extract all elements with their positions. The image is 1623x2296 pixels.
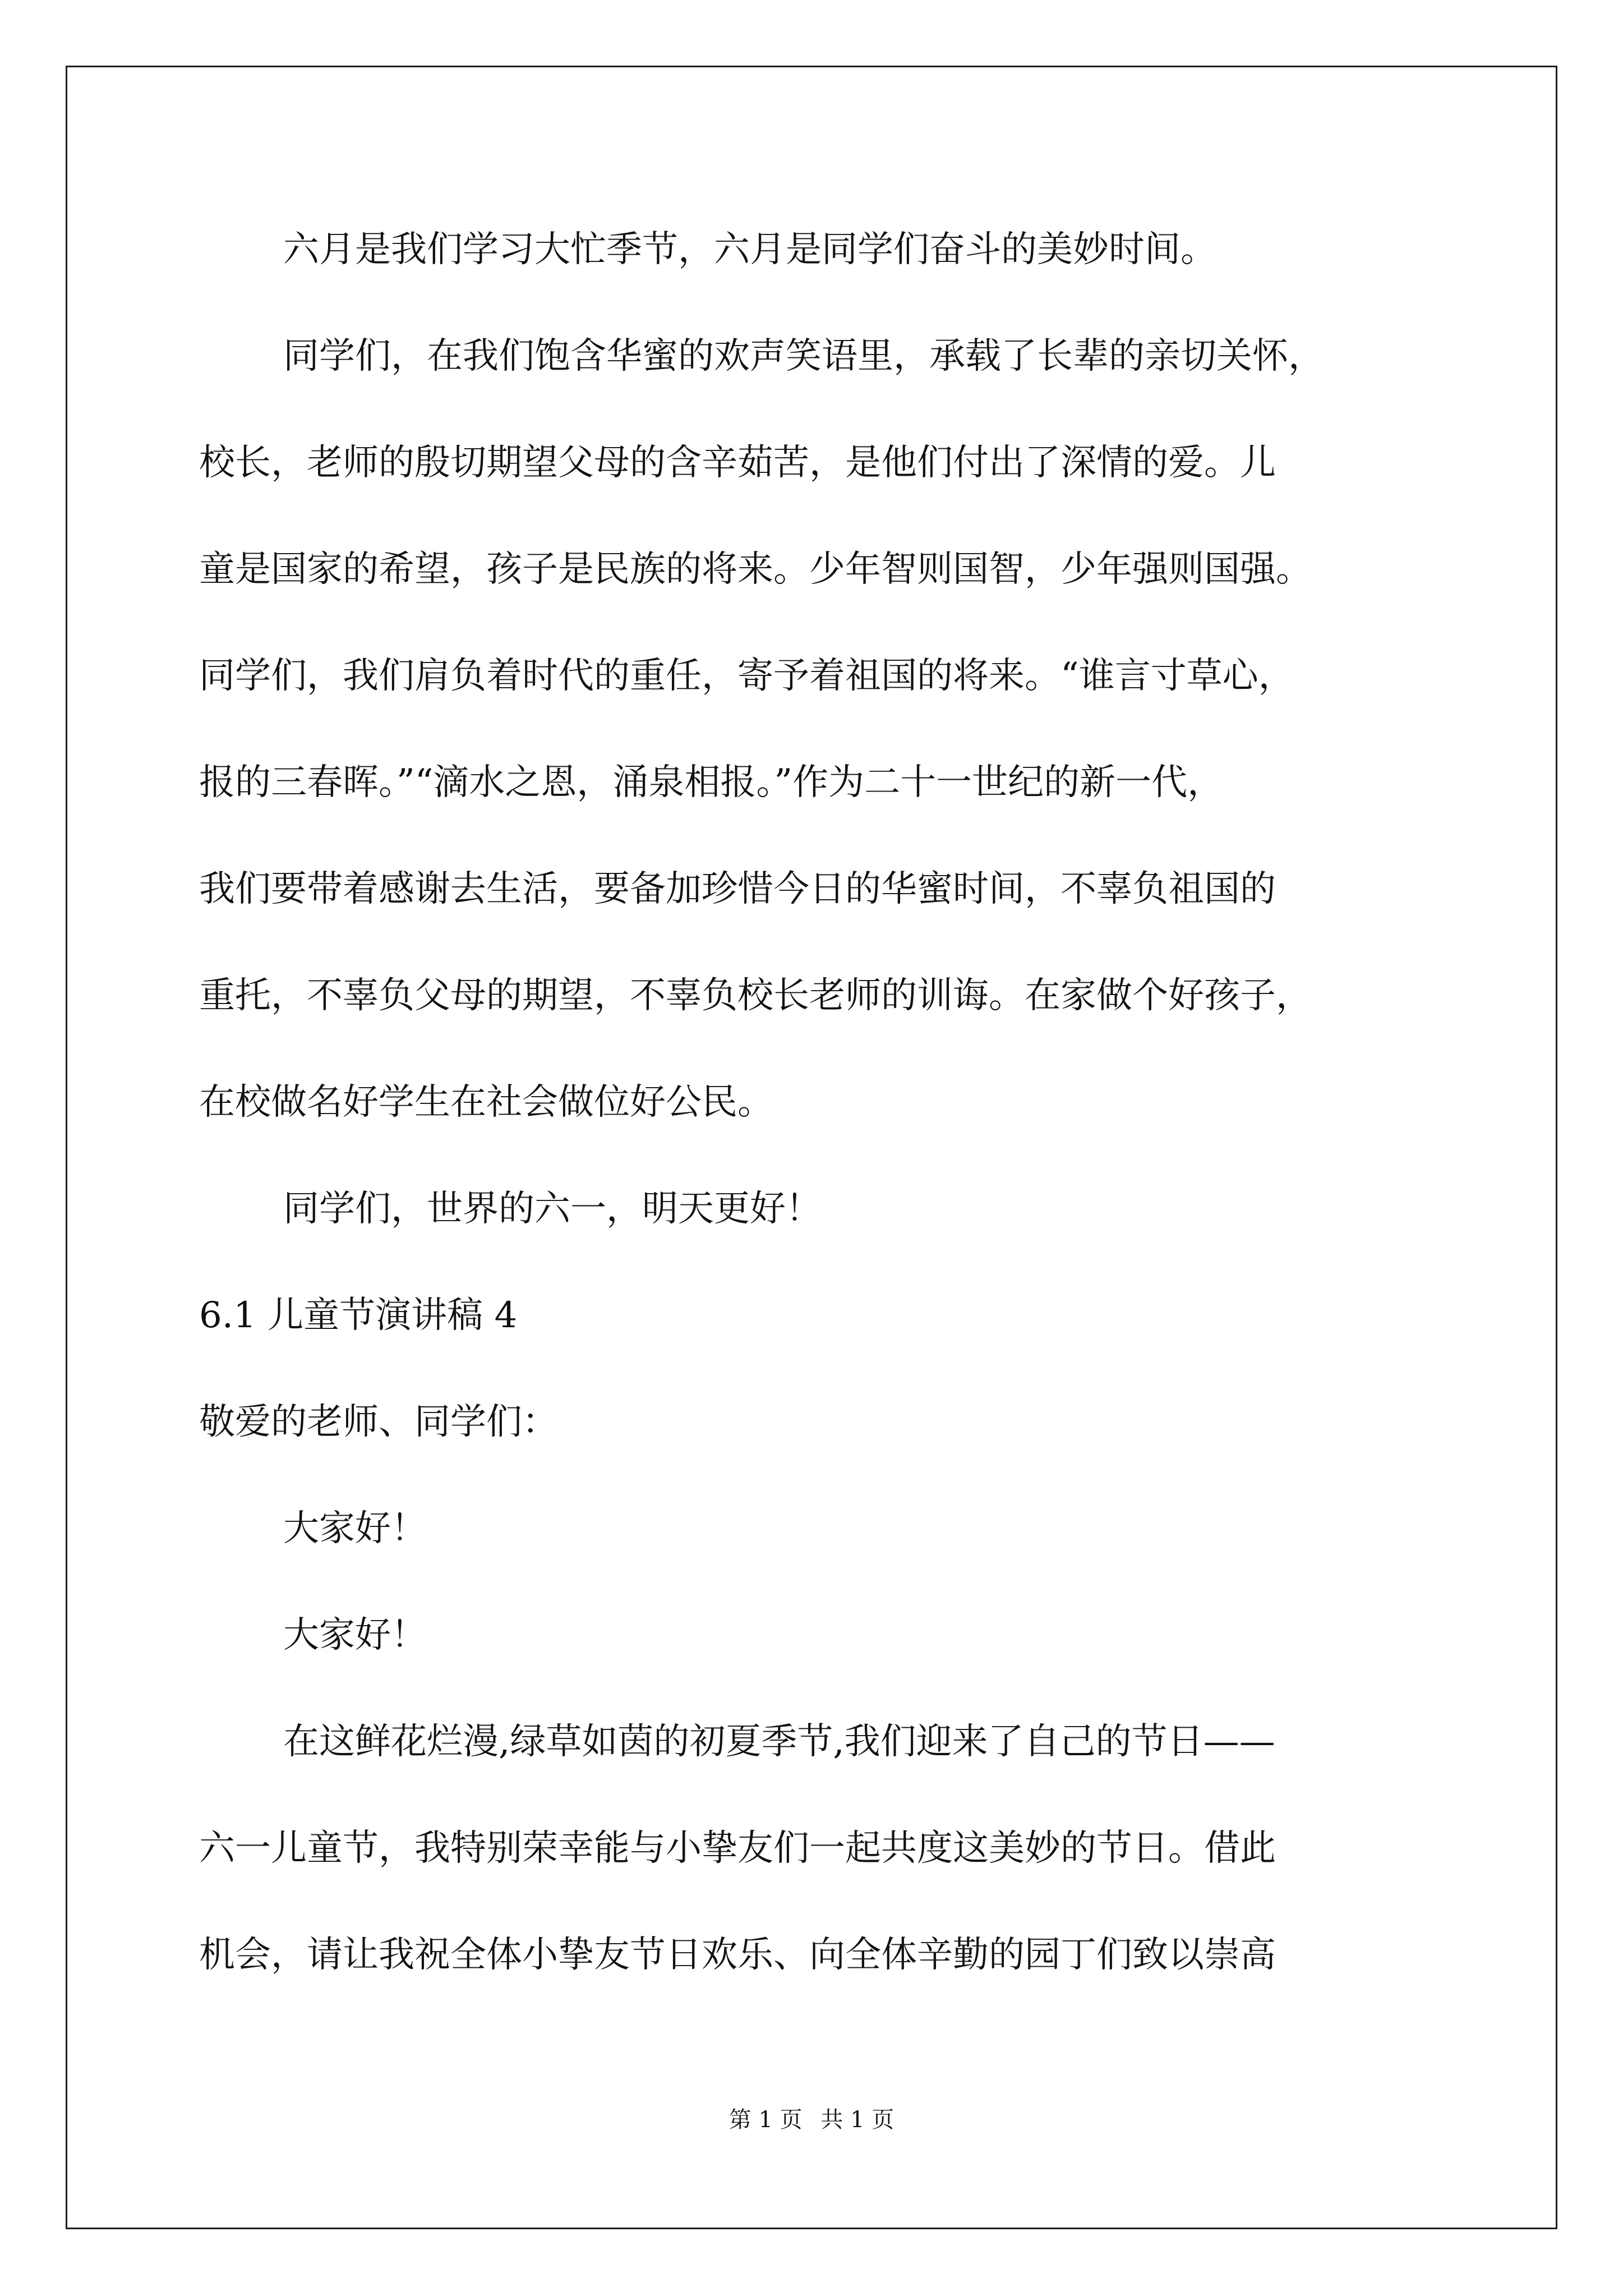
paragraph-line: 校长，老师的殷切期望父母的含辛茹苦，是他们付出了深情的爱。儿 [199, 442, 1276, 484]
paragraph-line: 在这鲜花烂漫,绿草如茵的初夏季节,我们迎来了自己的节日—— [283, 1721, 1275, 1763]
paragraph-line: 重托，不辜负父母的期望，不辜负校长老师的训诲。在家做个好孩子， [199, 975, 1312, 1016]
page-number-current: 第 1 页 [728, 2107, 803, 2133]
greeting: 大家好！ [283, 1614, 427, 1656]
paragraph-line: 六一儿童节，我特别荣幸能与小挚友们一起共度这美妙的节日。借此 [199, 1828, 1276, 1869]
paragraph-line: 童是国家的希望，孩子是民族的将来。少年智则国智，少年强则国强。 [199, 549, 1312, 590]
page-border [66, 66, 1557, 2229]
salutation: 敬爱的老师、同学们： [199, 1401, 558, 1443]
paragraph-line: 同学们，在我们饱含华蜜的欢声笑语里，承载了长辈的亲切关怀， [283, 335, 1324, 377]
paragraph-line: 同学们，我们肩负着时代的重任，寄予着祖国的将来。“谁言寸草心， [199, 655, 1294, 697]
page-footer [0, 2102, 1623, 2134]
greeting: 大家好！ [283, 1508, 427, 1549]
paragraph-line: 六月是我们学习大忙季节，六月是同学们奋斗的美妙时间。 [283, 229, 1216, 270]
page-number-total: 共 1 页 [820, 2107, 895, 2133]
paragraph-line: 我们要带着感谢去生活，要备加珍惜今日的华蜜时间，不辜负祖国的 [199, 868, 1276, 910]
paragraph-line: 同学们，世界的六一，明天更好！ [283, 1188, 822, 1230]
paragraph-line: 在校做名好学生在社会做位好公民。 [199, 1082, 773, 1123]
paragraph-line: 机会，请让我祝全体小挚友节日欢乐、向全体辛勤的园丁们致以崇高 [199, 1934, 1276, 1976]
section-heading: 6.1 儿童节演讲稿 4 [199, 1295, 518, 1336]
paragraph-line: 报的三春晖。”“滴水之恩，涌泉相报。”作为二十一世纪的新一代， [199, 762, 1224, 803]
